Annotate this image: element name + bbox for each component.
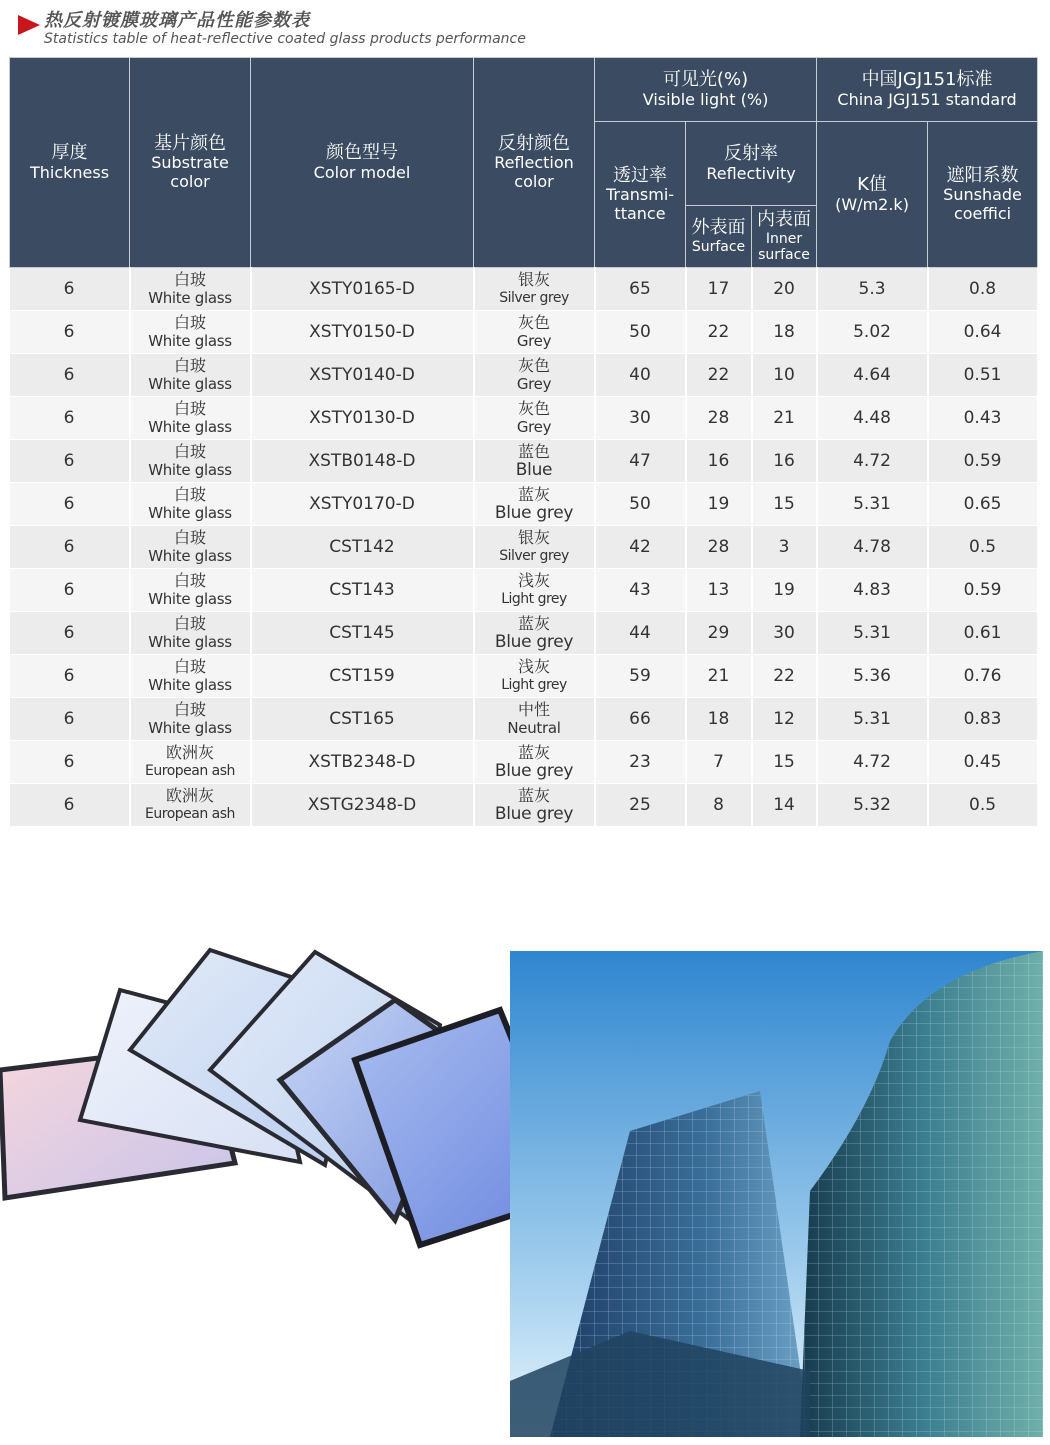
- cell-reflection-en: Silver grey: [499, 290, 569, 306]
- cell-transmittance: 40: [595, 354, 686, 397]
- cell-color-model: CST145: [251, 612, 474, 655]
- cell-color-model: CST143: [251, 569, 474, 612]
- cell-k-value: 5.31: [817, 483, 928, 526]
- cell-thickness: 6: [10, 569, 130, 612]
- cell-color-model: XSTY0140-D: [251, 354, 474, 397]
- cell-reflection-cn: 浅灰: [517, 657, 550, 676]
- cell-reflection-en: Neutral: [507, 719, 561, 737]
- cell-substrate: [130, 612, 251, 655]
- cell-k-value: 4.48: [817, 397, 928, 440]
- cell-reflection-cn: 灰色: [517, 399, 550, 418]
- cell-substrate: [130, 784, 251, 827]
- cell-sunshade: 0.5: [928, 526, 1038, 569]
- cell-inner-reflectivity: 21: [752, 397, 817, 440]
- cell-reflection: [474, 483, 595, 526]
- cell-reflection-en: Blue grey: [494, 632, 574, 652]
- cell-reflection-en: Grey: [516, 375, 552, 393]
- cell-color-model: XSTB0148-D: [251, 440, 474, 483]
- cell-reflection-cn: 灰色: [517, 356, 550, 375]
- cell-sunshade: 0.64: [928, 311, 1038, 354]
- cell-substrate: [130, 397, 251, 440]
- cell-transmittance: 25: [595, 784, 686, 827]
- cell-outer-reflectivity: 7: [686, 741, 752, 784]
- cell-sunshade: 0.8: [928, 268, 1038, 311]
- cell-inner-reflectivity: 14: [752, 784, 817, 827]
- cell-thickness: 6: [10, 655, 130, 698]
- cell-sunshade: 0.83: [928, 698, 1038, 741]
- cell-outer-reflectivity: 18: [686, 698, 752, 741]
- cell-sunshade: 0.45: [928, 741, 1038, 784]
- cell-sunshade: 0.43: [928, 397, 1038, 440]
- cell-substrate-en: White glass: [148, 289, 232, 307]
- cell-substrate-en: White glass: [148, 375, 232, 393]
- cell-thickness: 6: [10, 440, 130, 483]
- cell-transmittance: 66: [595, 698, 686, 741]
- performance-table: [9, 57, 1039, 827]
- header-thickness: 厚度 Thickness: [10, 58, 130, 268]
- cell-substrate-cn: 白玻: [173, 700, 206, 719]
- cell-substrate: [130, 526, 251, 569]
- cell-color-model: XSTY0130-D: [251, 397, 474, 440]
- cell-substrate-cn: 白玻: [173, 313, 206, 332]
- cell-inner-reflectivity: 12: [752, 698, 817, 741]
- cell-substrate-cn: 欧洲灰: [165, 786, 214, 805]
- cell-outer-reflectivity: 13: [686, 569, 752, 612]
- cell-sunshade: 0.61: [928, 612, 1038, 655]
- cell-reflection-en: Blue grey: [494, 761, 574, 781]
- cell-transmittance: 23: [595, 741, 686, 784]
- cell-reflection-en: Grey: [516, 332, 552, 350]
- cell-color-model: XSTY0150-D: [251, 311, 474, 354]
- cell-reflection: [474, 440, 595, 483]
- cell-inner-reflectivity: 20: [752, 268, 817, 311]
- cell-outer-reflectivity: 28: [686, 397, 752, 440]
- cell-k-value: 5.31: [817, 612, 928, 655]
- cell-inner-reflectivity: 3: [752, 526, 817, 569]
- cell-substrate: [130, 698, 251, 741]
- cell-k-value: 5.02: [817, 311, 928, 354]
- cell-substrate-en: European ash: [145, 806, 235, 822]
- cell-substrate-en: White glass: [148, 547, 232, 565]
- cell-reflection: [474, 784, 595, 827]
- header-k-value: K值 (W/m2.k): [817, 122, 928, 268]
- cell-sunshade: 0.59: [928, 569, 1038, 612]
- cell-reflection-en: Blue grey: [494, 804, 574, 824]
- cell-substrate-en: White glass: [148, 418, 232, 436]
- cell-reflection-cn: 蓝灰: [517, 485, 550, 504]
- cell-substrate-en: White glass: [148, 504, 232, 522]
- cell-reflection-en: Blue grey: [494, 503, 574, 523]
- cell-outer-reflectivity: 8: [686, 784, 752, 827]
- cell-inner-reflectivity: 30: [752, 612, 817, 655]
- cell-reflection-cn: 银灰: [517, 528, 550, 547]
- cell-reflection: [474, 311, 595, 354]
- cell-thickness: 6: [10, 784, 130, 827]
- cell-substrate-en: White glass: [148, 676, 232, 694]
- cell-outer-reflectivity: 22: [686, 311, 752, 354]
- cell-k-value: 4.64: [817, 354, 928, 397]
- cell-outer-reflectivity: 22: [686, 354, 752, 397]
- cell-reflection: [474, 268, 595, 311]
- cell-reflection-cn: 浅灰: [517, 571, 550, 590]
- building-photo: [510, 951, 1043, 1437]
- table-row: [10, 483, 1038, 526]
- table-row: [10, 698, 1038, 741]
- cell-outer-reflectivity: 16: [686, 440, 752, 483]
- red-arrow-icon: [18, 15, 40, 35]
- cell-inner-reflectivity: 18: [752, 311, 817, 354]
- cell-substrate-en: White glass: [148, 590, 232, 608]
- cell-substrate-cn: 白玻: [173, 442, 206, 461]
- cell-reflection: [474, 397, 595, 440]
- header-reflectivity: 反射率 Reflectivity: [686, 122, 817, 206]
- cell-substrate: [130, 483, 251, 526]
- cell-inner-reflectivity: 15: [752, 741, 817, 784]
- header-inner-surface: 内表面 Inner surface: [752, 206, 817, 268]
- cell-k-value: 4.83: [817, 569, 928, 612]
- cell-outer-reflectivity: 29: [686, 612, 752, 655]
- cell-thickness: 6: [10, 354, 130, 397]
- cell-sunshade: 0.76: [928, 655, 1038, 698]
- cell-color-model: XSTY0170-D: [251, 483, 474, 526]
- cell-reflection-en: Light grey: [501, 677, 567, 693]
- cell-thickness: 6: [10, 612, 130, 655]
- cell-color-model: XSTG2348-D: [251, 784, 474, 827]
- page-header: [14, 6, 714, 48]
- cell-outer-reflectivity: 19: [686, 483, 752, 526]
- table-row: [10, 655, 1038, 698]
- table-row: [10, 741, 1038, 784]
- table-row: [10, 569, 1038, 612]
- cell-transmittance: 43: [595, 569, 686, 612]
- cell-inner-reflectivity: 16: [752, 440, 817, 483]
- cell-substrate: [130, 268, 251, 311]
- cell-reflection-cn: 蓝灰: [517, 614, 550, 633]
- cell-thickness: 6: [10, 526, 130, 569]
- cell-color-model: CST142: [251, 526, 474, 569]
- cell-thickness: 6: [10, 741, 130, 784]
- cell-k-value: 5.31: [817, 698, 928, 741]
- cell-thickness: 6: [10, 268, 130, 311]
- cell-thickness: 6: [10, 397, 130, 440]
- cell-reflection: [474, 741, 595, 784]
- cell-substrate: [130, 354, 251, 397]
- cell-reflection: [474, 354, 595, 397]
- header-transmittance: 透过率 Transmi- ttance: [595, 122, 686, 268]
- cell-reflection: [474, 655, 595, 698]
- cell-k-value: 5.32: [817, 784, 928, 827]
- header-outer-surface: 外表面 Surface: [686, 206, 752, 268]
- cell-sunshade: 0.5: [928, 784, 1038, 827]
- cell-k-value: 4.78: [817, 526, 928, 569]
- cell-substrate-cn: 白玻: [173, 399, 206, 418]
- cell-reflection: [474, 526, 595, 569]
- cell-reflection-en: Grey: [516, 418, 552, 436]
- cell-k-value: 5.3: [817, 268, 928, 311]
- cell-sunshade: 0.51: [928, 354, 1038, 397]
- cell-transmittance: 65: [595, 268, 686, 311]
- table-row: [10, 784, 1038, 827]
- header-color-model: 颜色型号 Color model: [251, 58, 474, 268]
- header-visible-light: 可见光(%) Visible light (%): [595, 58, 817, 122]
- cell-substrate: [130, 741, 251, 784]
- table-row: [10, 612, 1038, 655]
- cell-reflection-cn: 灰色: [517, 313, 550, 332]
- cell-reflection-cn: 蓝灰: [517, 743, 550, 762]
- table-body: [10, 268, 1038, 827]
- cell-substrate-en: White glass: [148, 633, 232, 651]
- cell-outer-reflectivity: 28: [686, 526, 752, 569]
- cell-transmittance: 42: [595, 526, 686, 569]
- table-row: [10, 311, 1038, 354]
- cell-transmittance: 59: [595, 655, 686, 698]
- cell-reflection-cn: 银灰: [517, 270, 550, 289]
- cell-transmittance: 50: [595, 311, 686, 354]
- cell-k-value: 4.72: [817, 741, 928, 784]
- table-row: [10, 526, 1038, 569]
- cell-reflection: [474, 612, 595, 655]
- cell-outer-reflectivity: 17: [686, 268, 752, 311]
- cell-substrate-cn: 白玻: [173, 614, 206, 633]
- cell-substrate-cn: 白玻: [173, 356, 206, 375]
- header-jgj151-standard: 中国JGJ151标准 China JGJ151 standard: [817, 58, 1038, 122]
- cell-inner-reflectivity: 22: [752, 655, 817, 698]
- cell-color-model: CST165: [251, 698, 474, 741]
- cell-inner-reflectivity: 19: [752, 569, 817, 612]
- cell-thickness: 6: [10, 483, 130, 526]
- cell-substrate-en: European ash: [145, 763, 235, 779]
- cell-transmittance: 50: [595, 483, 686, 526]
- header-sunshade-coefficient: 遮阳系数 Sunshade coeffici: [928, 122, 1038, 268]
- cell-color-model: XSTY0165-D: [251, 268, 474, 311]
- page-title: 热反射镀膜玻璃产品性能参数表: [44, 10, 310, 31]
- cell-k-value: 5.36: [817, 655, 928, 698]
- cell-substrate-cn: 白玻: [173, 485, 206, 504]
- cell-transmittance: 47: [595, 440, 686, 483]
- cell-inner-reflectivity: 10: [752, 354, 817, 397]
- cell-transmittance: 30: [595, 397, 686, 440]
- cell-color-model: CST159: [251, 655, 474, 698]
- cell-substrate-en: White glass: [148, 332, 232, 350]
- cell-substrate-en: White glass: [148, 719, 232, 737]
- cell-sunshade: 0.65: [928, 483, 1038, 526]
- cell-thickness: 6: [10, 698, 130, 741]
- cell-transmittance: 44: [595, 612, 686, 655]
- cell-inner-reflectivity: 15: [752, 483, 817, 526]
- header-substrate-color: 基片颜色 Substrate color: [130, 58, 251, 268]
- page-subtitle: Statistics table of heat-reflective coated glass products performance: [44, 31, 526, 47]
- cell-reflection-en: Blue: [515, 460, 553, 480]
- cell-reflection-cn: 蓝色: [517, 442, 550, 461]
- cell-reflection: [474, 569, 595, 612]
- cell-k-value: 4.72: [817, 440, 928, 483]
- cell-reflection: [474, 698, 595, 741]
- header-reflection-color: 反射颜色 Reflection color: [474, 58, 595, 268]
- cell-substrate: [130, 569, 251, 612]
- cell-thickness: 6: [10, 311, 130, 354]
- cell-substrate-cn: 白玻: [173, 571, 206, 590]
- table-row: [10, 440, 1038, 483]
- cell-substrate-cn: 白玻: [173, 657, 206, 676]
- cell-substrate: [130, 311, 251, 354]
- table-row: [10, 397, 1038, 440]
- cell-color-model: XSTB2348-D: [251, 741, 474, 784]
- cell-substrate: [130, 655, 251, 698]
- cell-sunshade: 0.59: [928, 440, 1038, 483]
- cell-substrate-cn: 白玻: [173, 270, 206, 289]
- cell-substrate: [130, 440, 251, 483]
- cell-substrate-cn: 白玻: [173, 528, 206, 547]
- cell-reflection-cn: 蓝灰: [517, 786, 550, 805]
- table-row: [10, 268, 1038, 311]
- table-row: [10, 354, 1038, 397]
- cell-reflection-cn: 中性: [517, 700, 550, 719]
- cell-outer-reflectivity: 21: [686, 655, 752, 698]
- cell-substrate-en: White glass: [148, 461, 232, 479]
- cell-reflection-en: Silver grey: [499, 548, 569, 564]
- cell-reflection-en: Light grey: [501, 591, 567, 607]
- cell-substrate-cn: 欧洲灰: [165, 743, 214, 762]
